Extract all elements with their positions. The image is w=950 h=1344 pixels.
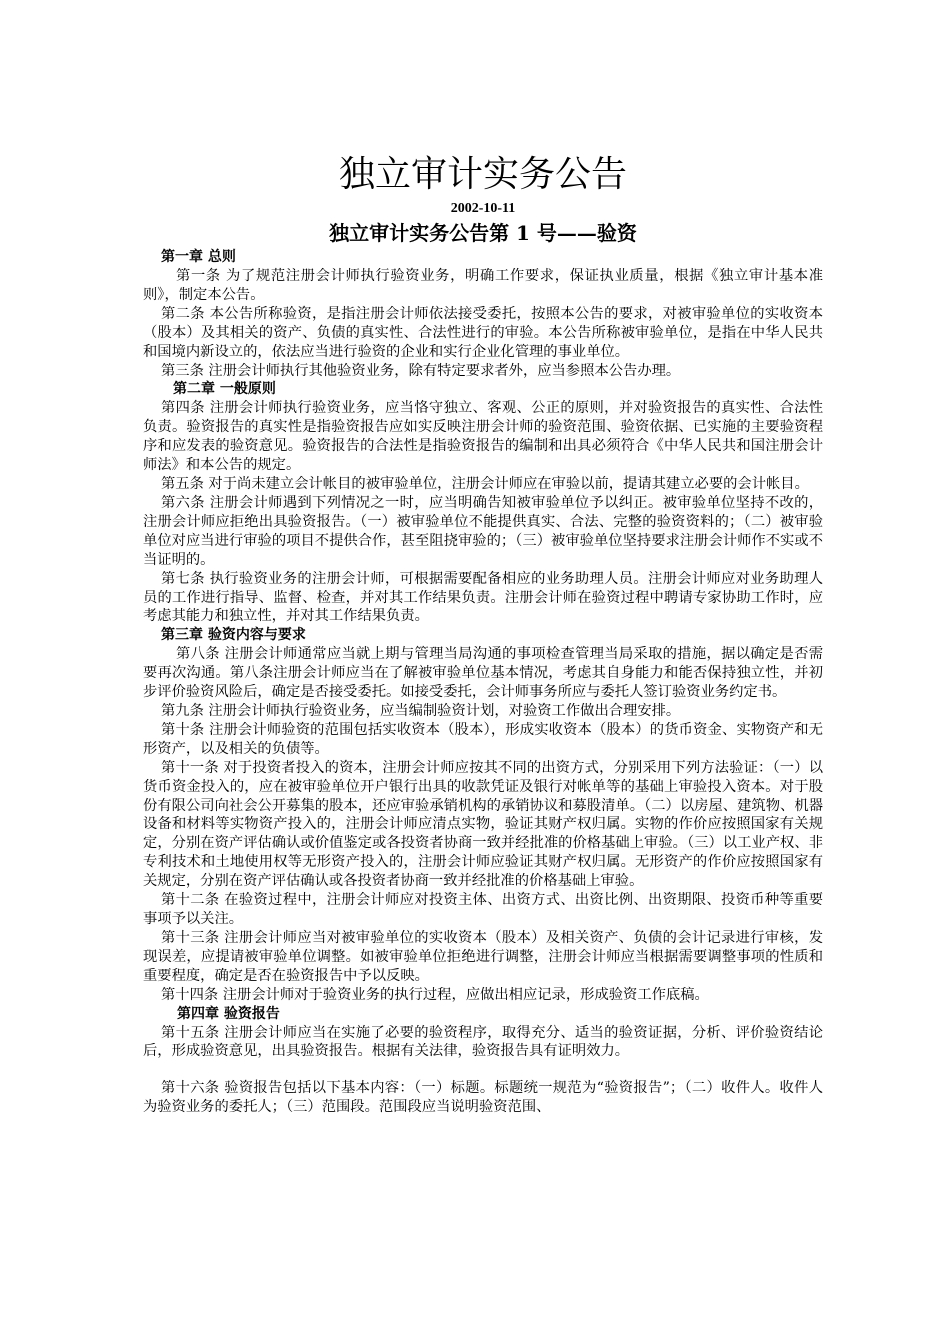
article-paragraph: 第二条 本公告所称验资，是指注册会计师依法接受委托，按照本公告的要求，对被审验单位的实收资本（股本）及其相关的资产、负债的真实性、合法性进行的审验。本公告所称被审验单位，是指在中华人民共和国境内新设立的，依法应当进行验资的企业和实行企业化管理的事业单位。 xyxy=(143,305,823,360)
document-date: 2002-10-11 xyxy=(450,201,516,216)
article-paragraph: 第五条 对于尚未建立会计帐目的被审验单位，注册会计师应在审验以前，提请其建立必要的会计帐目。 xyxy=(161,476,809,493)
article-paragraph: 第七条 执行验资业务的注册会计师，可根据需要配备相应的业务助理人员。注册会计师应对业务助理人员的工作进行指导、监督、检查，并对其工作结果负责。注册会计师在验资过程中聘请专家协助工作时，应考虑其能力和独立性，并对其工作结果负责。 xyxy=(143,570,823,625)
article-paragraph: 第六条 注册会计师遇到下列情况之一时，应当明确告知被审验单位予以纠正。被审验单位坚持不改的，注册会计师应拒绝出具验资报告。（一）被审验单位不能提供真实、合法、完整的验资资料的；（二）被审验单位对应当进行审验的项目不提供合作，甚至阻挠审验的；（三）被审验单位坚持要求注册会计师作不实或不当证明的。 xyxy=(143,494,823,568)
article-paragraph: 第十一条 对于投资者投入的资本，注册会计师应按其不同的出资方式，分别采用下列方法验证：（一）以货币资金投入的，应在被审验单位开户银行出具的收款凭证及银行对帐单等的基础上审验投入资本。对于股份有限公司向社会公开募集的股本，还应审验承销机构的承销协议和募股清单。（二）以房屋、建筑物、机器设备和材料等实物资产投入的，注册会计师应清点实物，验证其财产权归属。实物的作价应按照国家有关规定，分别在资产评估确认或价值鉴定或各投资者协商一致并经批准的价格基础上审验。（三）以工业产权、非专利技术和土地使用权等无形资产投入的，注册会计师应验证其财产权归属。无形资产的作价应按照国家有关规定，分别在资产评估确认或各投资者协商一致并经批准的价格基础上审验。 xyxy=(143,759,823,890)
article-paragraph: 第十条 注册会计师验资的范围包括实收资本（股本），形成实收资本（股本）的货币资金、实物资产和无形资产，以及相关的负债等。 xyxy=(143,721,823,757)
article-paragraph: 第九条 注册会计师执行验资业务，应当编制验资计划，对验资工作做出合理安排。 xyxy=(161,703,681,720)
chapter-heading: 第四章 验资报告 xyxy=(177,1005,280,1022)
article-paragraph: 第四条 注册会计师执行验资业务，应当恪守独立、客观、公正的原则，并对验资报告的真实性、合法性负责。验资报告的真实性是指验资报告应如实反映注册会计师的验资范围、验资依据、已实施的主要验资程序和应发表的验资意见。验资报告的合法性是指验资报告的编制和出具必须符合《中华人民共和国注册会计师法》和本公告的规定。 xyxy=(143,400,823,474)
article-paragraph: 第三条 注册会计师执行其他验资业务，除有特定要求者外，应当参照本公告办理。 xyxy=(161,362,681,379)
chapter-heading: 第二章 一般原则 xyxy=(173,381,276,398)
article-paragraph: 第十三条 注册会计师应当对被审验单位的实收资本（股本）及相关资产、负债的会计记录进行审核，发现误差，应提请被审验单位调整。如被审验单位拒绝进行调整，注册会计师应当根据需要调整事项的性质和重要程度，确定是否在验资报告中予以反映。 xyxy=(143,929,823,984)
article-paragraph: 第十五条 注册会计师应当在实施了必要的验资程序，取得充分、适当的验资证据，分析、评价验资结论后，形成验资意见，出具验资报告。根据有关法律，验资报告具有证明效力。 xyxy=(143,1024,823,1060)
document-subtitle: 独立审计实务公告第 1 号——验资 xyxy=(329,221,637,245)
document-title: 独立审计实务公告 xyxy=(338,154,627,195)
paragraph-gap xyxy=(143,1061,823,1079)
chapter-heading: 第一章 总则 xyxy=(161,249,236,265)
article-paragraph: 第十二条 在验资过程中，注册会计师应对投资主体、出资方式、出资比例、出资期限、投资币种等重要事项予以关注。 xyxy=(143,892,823,927)
chapter-heading: 第三章 验资内容与要求 xyxy=(161,627,306,644)
article-paragraph: 第十六条 验资报告包括以下基本内容：（一）标题。标题统一规范为“验资报告”；（二）收件人。收件人为验资业务的委托人；（三）范围段。范围段应当说明验资范围、 xyxy=(143,1080,823,1116)
article-paragraph: 第八条 注册会计师通常应当就上期与管理当局沟通的事项检查管理当局采取的措施，据以确定是否需要再次沟通。第八条注册会计师应当在了解被审验单位基本情况，考虑其自身能力和能否保持独立性，并初步评价验资风险后，确定是否接受委托。如接受委托，会计师事务所应与委托人签订验资业务约定书。 xyxy=(143,646,823,701)
article-paragraph: 第十四条 注册会计师对于验资业务的执行过程，应做出相应记录，形成验资工作底稿。 xyxy=(161,986,709,1003)
article-paragraph: 第一条 为了规范注册会计师执行验资业务，明确工作要求，保证执业质量，根据《独立审计基本准则》，制定本公告。 xyxy=(143,268,823,303)
document-page xyxy=(143,150,823,1117)
